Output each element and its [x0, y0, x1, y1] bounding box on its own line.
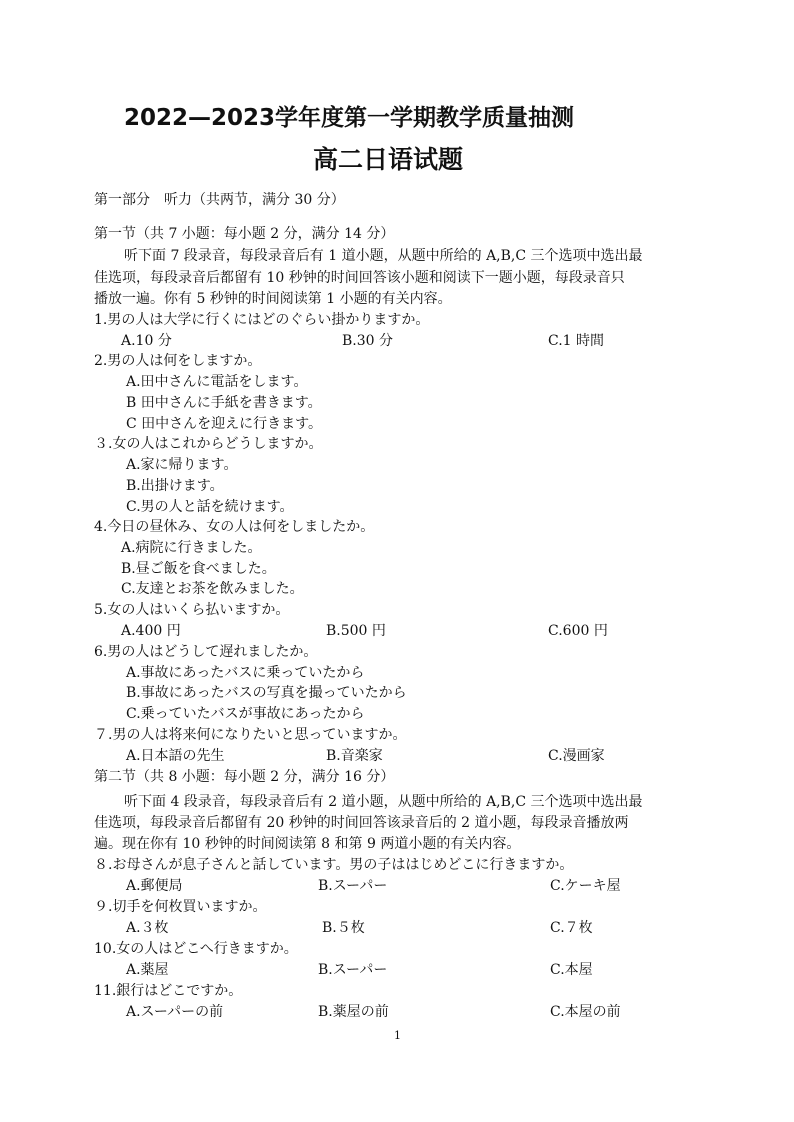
q3-option-a: A.家に帰ります。	[126, 457, 238, 473]
question-3: ３.女の人はこれからどうしますか。	[94, 436, 323, 452]
q11-option-a: A.スーパーの前	[126, 1004, 224, 1020]
question-1: 1.男の人は大学に行くにはどのぐらい掛かりますか。	[94, 312, 430, 328]
section1-instruction-line: 佳选项，每段录音后都留有 10 秒钟的时间回答该小题和阅读下一题小题，每段录音只	[94, 270, 625, 286]
q8-option-b: B.スーパー	[318, 878, 388, 894]
q9-option-a: A.３枚	[126, 920, 169, 936]
section2-instruction-line: 遍。现在你有 10 秒钟的时间阅读第 8 和第 9 两道小题的有关内容。	[94, 836, 521, 852]
q11-option-c: C.本屋の前	[550, 1004, 621, 1020]
q8-option-a: A.郵便局	[126, 878, 183, 894]
q3-option-b: B.出掛けます。	[126, 478, 224, 494]
q6-option-a: A.事故にあったバスに乗っていたから	[126, 665, 365, 681]
q1-option-c: C.1 時間	[548, 333, 605, 349]
section1-instruction-line: 播放一遍。你有 5 秒钟的时间阅读第 1 小题的有关内容。	[94, 291, 452, 307]
page-number: 1	[394, 1029, 401, 1042]
section2-instruction-line: 佳选项，每段录音后都留有 20 秒钟的时间回答该录音后的 2 道小题，每段录音播放两	[94, 815, 629, 831]
exam-title: 2022—2023学年度第一学期教学质量抽测	[124, 105, 575, 131]
q10-option-b: B.スーパー	[318, 962, 388, 978]
q1-option-a: A.10 分	[121, 333, 172, 349]
part1-heading: 第一部分 听力（共两节，满分 30 分）	[94, 192, 345, 208]
q4-option-c: C.友達とお茶を飲みました。	[121, 581, 304, 597]
q6-option-b: B.事故にあったバスの写真を撮っていたから	[126, 685, 407, 701]
q5-option-c: C.600 円	[548, 623, 608, 639]
question-5: 5.女の人はいくら払いますか。	[94, 602, 290, 618]
q4-option-b: B.昼ご飯を食べました。	[121, 561, 276, 577]
q6-option-c: C.乗っていたバスが事故にあったから	[126, 706, 365, 722]
q2-option-b: B 田中さんに手紙を書きます。	[126, 395, 322, 411]
question-2: 2.男の人は何をしますか。	[94, 353, 262, 369]
question-4: 4.今日の昼休み、女の人は何をしましたか。	[94, 519, 375, 535]
question-10: 10.女の人はどこへ行きますか。	[94, 941, 298, 957]
section2-heading: 第二节（共 8 小题：每小题 2 分，满分 16 分）	[94, 769, 395, 785]
section1-heading: 第一节（共 7 小题：每小题 2 分，满分 14 分）	[94, 226, 395, 242]
question-7: ７.男の人は将来何になりたいと思っていますか。	[94, 727, 407, 743]
q5-option-a: A.400 円	[121, 623, 181, 639]
question-11: 11.銀行はどこですか。	[94, 983, 243, 999]
q10-option-a: A.薬屋	[126, 962, 169, 978]
q3-option-c: C.男の人と話を続けます。	[126, 499, 294, 515]
q1-option-b: B.30 分	[342, 333, 394, 349]
question-8: ８.お母さんが息子さんと話しています。男の子ははじめどこに行きますか。	[94, 857, 574, 873]
question-6: 6.男の人はどうして遅れましたか。	[94, 644, 318, 660]
q4-option-a: A.病院に行きました。	[121, 540, 262, 556]
q5-option-b: B.500 円	[326, 623, 386, 639]
exam-subtitle: 高二日语试题	[313, 145, 464, 174]
q8-option-c: C.ケーキ屋	[550, 878, 621, 894]
q9-option-c: C.７枚	[550, 920, 593, 936]
section1-instruction-line: 听下面 7 段录音，每段录音后有 1 道小题，从题中所给的 A,B,C 三个选项中选出最	[124, 248, 643, 264]
q2-option-a: A.田中さんに電話をします。	[126, 374, 308, 390]
q2-option-c: C 田中さんを迎えに行きます。	[126, 416, 323, 432]
q9-option-b: B.５枚	[322, 920, 365, 936]
q10-option-c: C.本屋	[550, 962, 593, 978]
section2-instruction-line: 听下面 4 段录音，每段录音后有 2 道小题，从题中所给的 A,B,C 三个选项中选出最	[124, 794, 643, 810]
q7-option-b: B.音楽家	[326, 748, 383, 764]
q11-option-b: B.薬屋の前	[318, 1004, 389, 1020]
q7-option-a: A.日本語の先生	[126, 748, 225, 764]
q7-option-c: C.漫画家	[548, 748, 605, 764]
question-9: ９.切手を何枚買いますか。	[94, 899, 267, 915]
